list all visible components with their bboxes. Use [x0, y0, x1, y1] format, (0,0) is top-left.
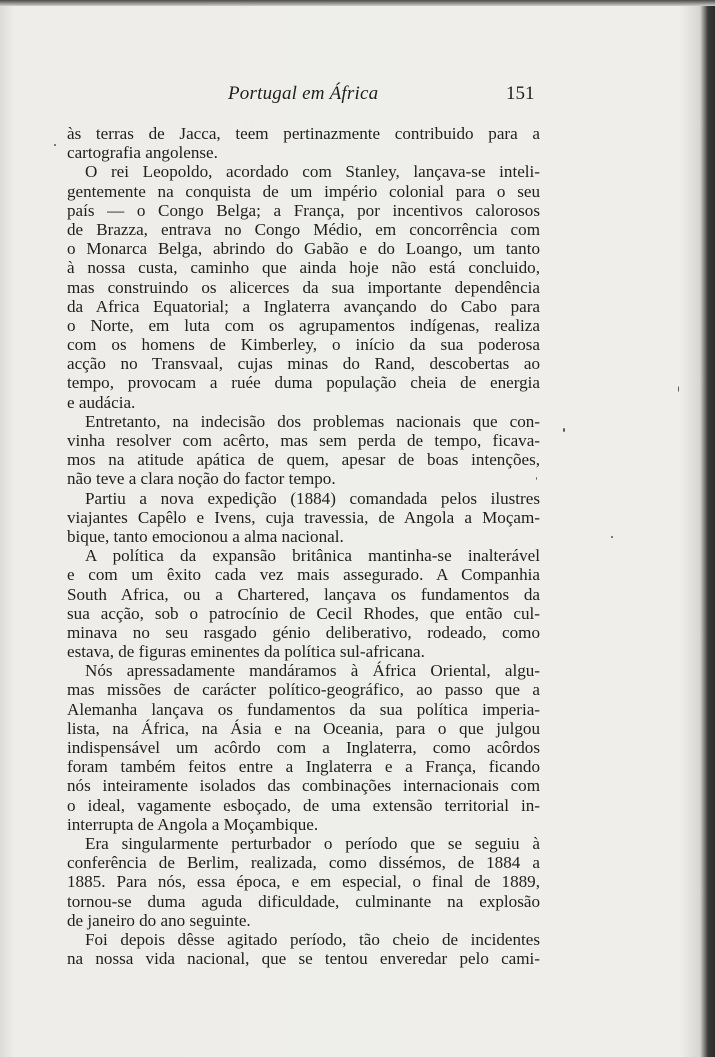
text-line: South Africa, ou a Chartered, lançava os fundamentos da — [67, 584, 540, 604]
text-line: às terras de Jacca, teem pertinazmente contribuido para a — [67, 124, 540, 143]
text-line: de janeiro do ano seguinte. — [67, 910, 251, 930]
text-line: viajantes Capêlo e Ivens, cuja travessia, de Angola a Moçam- — [67, 507, 540, 527]
text-line: cartografia angolense. — [67, 143, 218, 163]
text-line: vinha resolver com acêrto, mas sem perda de tempo, ficava- — [67, 431, 540, 450]
text-line: mas missões de carácter político-geográfico, ao passo que a — [67, 680, 540, 700]
text-line: e audácia. — [67, 392, 136, 412]
text-line: na nossa vida nacional, que se tentou enveredar pelo cami- — [67, 949, 540, 969]
text-line: mos na atitude apática de quem, apesar de boas intenções, — [67, 450, 540, 470]
text-line: de Brazza, entrava no Congo Médio, em concorrência com — [67, 219, 540, 239]
text-line: foram também feitos entre a Inglaterra e a França, ficando — [67, 757, 540, 777]
text-line: lista, na África, na Ásia e na Oceania, para o que julgou — [67, 718, 540, 738]
text-line: gentemente na conquista de um império colonial para o seu — [67, 181, 540, 201]
text-line: o Norte, em luta com os agrupamentos indígenas, realiza — [67, 315, 540, 335]
text-line: minava no seu rasgado génio deliberativo, rodeado, como — [67, 622, 540, 642]
text-line: estava, de figuras eminentes da política sul-africana. — [67, 642, 425, 662]
text-line: mas construindo os alicerces da sua importante dependência — [67, 277, 540, 297]
running-head: Portugal em África — [228, 83, 379, 104]
text-line: interrupta de Angola a Moçambique. — [67, 814, 319, 834]
paper-speck — [54, 144, 56, 146]
text-line: o ideal, vagamente esboçado, de uma extensão territorial in- — [67, 795, 540, 815]
text-line: e com um êxito cada vez mais assegurado. A Companhia — [67, 565, 540, 585]
body-text — [67, 124, 540, 968]
text-line: nós inteiramente isolados das combinações internacionais com — [67, 776, 540, 796]
paper-speck — [536, 477, 537, 480]
page-top-edge — [0, 0, 715, 6]
text-line: Entretanto, na indecisão dos problemas nacionais que con- — [85, 411, 540, 431]
text-line: bique, tanto emocionou a alma nacional. — [67, 526, 344, 546]
text-line: o Monarca Belga, abrindo do Gabão e do Loango, um tanto — [67, 239, 540, 259]
text-line: Era singularmente perturbador o período que se seguiu à — [85, 833, 540, 853]
text-line: indispensável um acôrdo com a Inglaterra, como acôrdos — [67, 738, 540, 757]
text-line: acção no Transvaal, cujas minas do Rand, descobertas ao — [67, 354, 540, 374]
text-line: Nós apressadamente mandáramos à África Oriental, algu- — [85, 661, 540, 681]
text-line: não teve a clara noção do factor tempo. — [67, 469, 336, 489]
text-line: A política da expansão britânica mantinha-se inalterável — [85, 546, 540, 566]
text-line: 1885. Para nós, essa época, e em especial, o final de 1889, — [67, 872, 540, 892]
text-line: país — o Congo Belga; a França, por incentivos calorosos — [67, 200, 540, 220]
text-line: tempo, provocam a ruée duma população cheia de energia — [67, 373, 540, 393]
text-line: com os homens de Kimberley, o início da sua poderosa — [67, 335, 540, 355]
text-line: Alemanha lançava os fundamentos da sua política imperia- — [67, 699, 540, 719]
text-line: O rei Leopoldo, acordado com Stanley, lançava-se inteli- — [85, 162, 540, 182]
page-header — [0, 83, 715, 109]
paper-speck — [563, 428, 565, 432]
text-line: à nossa custa, caminho que ainda hoje não está concluido, — [67, 258, 540, 278]
paper-speck — [611, 536, 613, 538]
paper-speck — [678, 386, 679, 392]
text-line: sua acção, sob o patrocínio de Cecil Rhodes, que então cul- — [67, 603, 540, 623]
text-line: Foi depois dêsse agitado período, tão cheio de incidentes — [85, 929, 540, 949]
text-line: tornou-se duma aguda dificuldade, culminante na explosão — [67, 891, 540, 911]
text-line: conferência de Berlim, realizada, como dissémos, de 1884 a — [67, 853, 540, 873]
text-line: Partiu a nova expedição (1884) comandada pelos ilustres — [85, 488, 540, 508]
page-number: 151 — [506, 83, 535, 104]
text-line: da Africa Equatorial; a Inglaterra avançando do Cabo para — [67, 296, 540, 316]
